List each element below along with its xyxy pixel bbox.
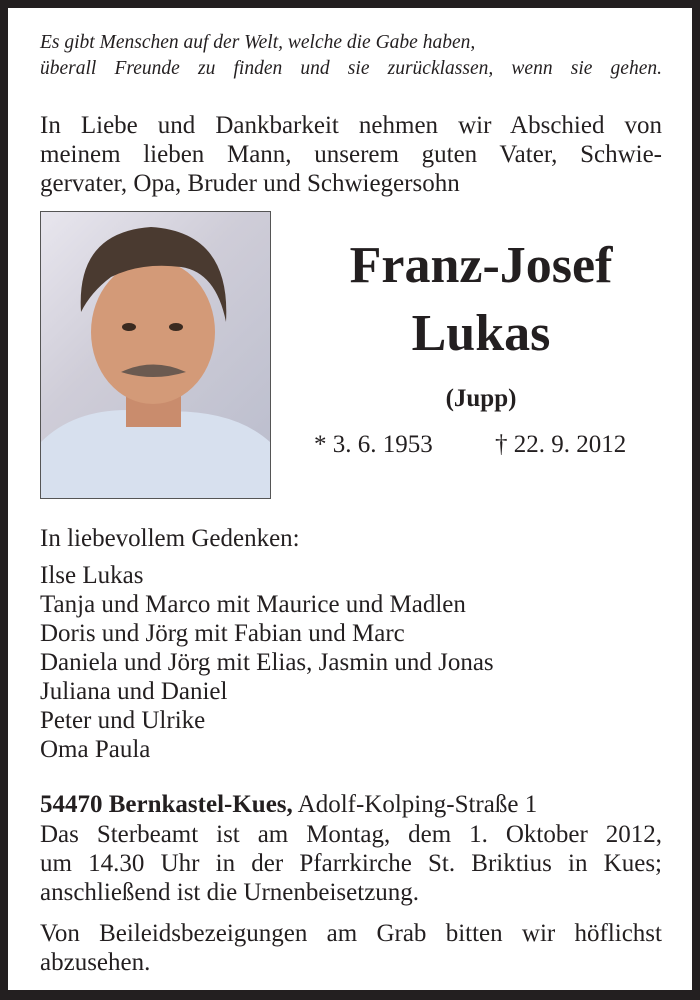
intro-line: In Liebe und Dankbarkeit nehmen wir Abschied von [40,112,662,139]
portrait-image [41,212,270,498]
mourner: Peter und Ulrike [40,707,206,734]
request-line: Von Beileidsbezeigungen am Grab bitten wir höflichst [40,920,662,947]
quote-line: Es gibt Menschen auf der Welt, welche die Gabe haben, [40,32,476,53]
obituary-notice [8,8,692,990]
mourner: Daniela und Jörg mit Elias, Jasmin und Jonas [40,649,494,676]
service-line: um 14.30 Uhr in der Pfarrkirche St. Briktius in Kues; [40,850,662,877]
address-city: 54470 Bernkastel-Kues, [40,791,293,818]
quote-line: überall Freunde zu finden und sie zurücklassen, wenn sie gehen. [40,58,662,79]
deceased-last-name: Lukas [411,305,551,362]
intro-line: meinem lieben Mann, unserem guten Vater, Schwie- [40,141,662,168]
death-date: † 22. 9. 2012 [495,431,627,458]
mourner: Oma Paula [40,736,151,763]
address [40,791,662,819]
mourners-heading: In liebevollem Gedenken: [40,525,300,552]
birth-date: * 3. 6. 1953 [314,431,433,458]
portrait-photo [40,211,271,499]
address-street: Adolf-Kolping-Straße 1 [297,791,538,818]
deceased-nickname: (Jupp) [445,385,517,412]
mourner: Ilse Lukas [40,562,144,589]
mourner: Doris und Jörg mit Fabian und Marc [40,620,405,647]
request-line: abzusehen. [40,949,151,976]
deceased-first-name: Franz-Josef [349,237,613,294]
service-line: anschließend ist die Urnenbeisetzung. [40,879,420,906]
mourner: Tanja und Marco mit Maurice und Madlen [40,591,466,618]
service-line: Das Sterbeamt ist am Montag, dem 1. Oktober 2012, [40,821,662,848]
intro-line: gervater, Opa, Bruder und Schwiegersohn [40,170,460,197]
mourner: Juliana und Daniel [40,678,228,705]
